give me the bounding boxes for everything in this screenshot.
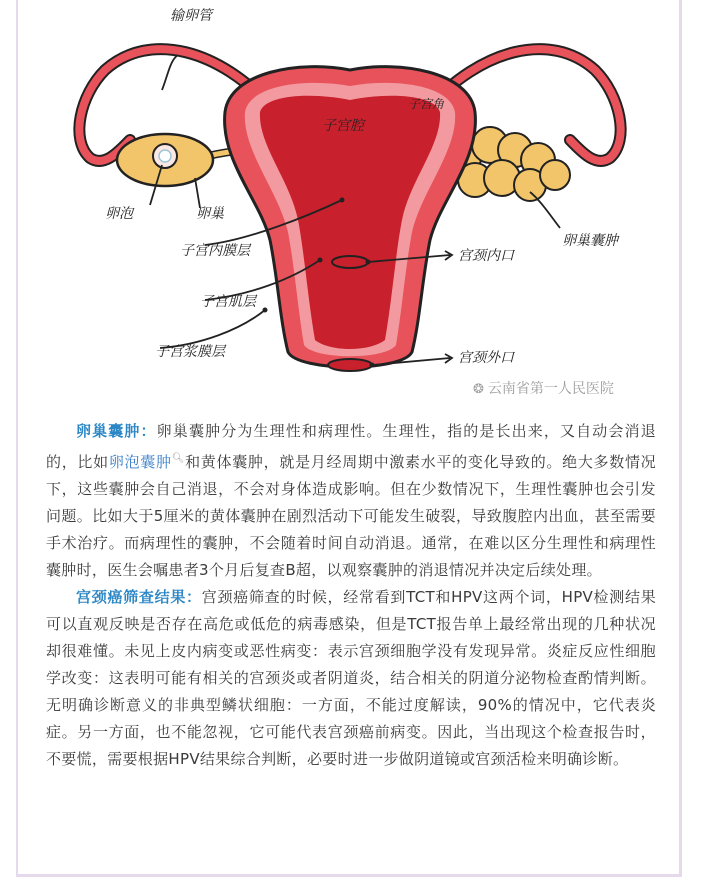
- uterus-diagram: [50, 0, 650, 410]
- paragraph-heading-cervical-screening: 宫颈癌筛查结果：: [76, 588, 202, 606]
- paragraph-text: 卵巢囊肿分为生理性和病理性。生理性，指的是长出来，又自动会消退的，比如: [46, 422, 656, 471]
- watermark: [473, 378, 614, 398]
- label-external-os: 宫颈外口: [458, 350, 514, 366]
- label-uterine-fundus: 子宫角: [408, 97, 445, 111]
- label-follicle: 卵泡: [105, 206, 133, 222]
- article-body: [46, 418, 656, 773]
- frame-left-border: [16, 0, 18, 876]
- external-os: [328, 359, 372, 371]
- label-serosa: 子宫浆膜层: [155, 344, 225, 360]
- watermark-text: 云南省第一人民医院: [487, 381, 614, 397]
- paragraph-text: 和黄体囊肿，就是月经周期中激素水平的变化导致的。绝大多数情况下，这些囊肿会自己消退，不会对身体造成影响。但在少数情况下，生理性囊肿也会引发问题。比如大于5厘米的黄体囊肿在剧烈活动下可能发生破裂，导致腹腔内出血，甚至需要手术治疗。而病理性的囊肿，不会随着时间自动消退。通常，在难以区分生理性和病理性囊肿时，医生会嘱患者3个月后复查B超，以观察囊肿的消退情况并决定后续处理。: [46, 453, 656, 579]
- label-ovary: 卵巢: [196, 206, 224, 222]
- label-fallopian-tube: 输卵管: [170, 8, 212, 24]
- label-internal-os: 宫颈内口: [458, 248, 514, 264]
- follicle-cyst-link[interactable]: 卵泡囊肿: [108, 453, 172, 471]
- paragraph-heading-ovarian-cyst: 卵巢囊肿：: [76, 422, 157, 440]
- paragraph-ovarian-cyst: [46, 418, 656, 584]
- wechat-icon: ❂: [473, 382, 484, 397]
- frame-bottom-border: [16, 874, 682, 877]
- label-uterine-cavity: 子宫腔: [322, 118, 364, 134]
- search-icon[interactable]: 🔍︎: [171, 453, 186, 464]
- label-ovarian-cyst: 卵巢囊肿: [562, 233, 618, 249]
- label-endometrium: 子宫内膜层: [180, 243, 250, 259]
- label-myometrium: 子宫肌层: [200, 294, 256, 310]
- paragraph-text: 宫颈癌筛查的时候，经常看到TCT和HPV这两个词，HPV检测结果可以直观反映是否存在高危或低危的病毒感染，但是TCT报告单上最经常出现的几种状况却很难懂。未见上皮内病变或恶性病变：表示宫颈细胞学没有发现异常。炎症反应性细胞学改变：这表明可能有相关的宫颈炎或者阴道炎，结合相关的阴道分泌物检查酌情判断。无明确诊断意义的非典型鳞状细胞：一方面，不能过度解读，90%的情况中，它代表炎症。另一方面，也不能忽视，它可能代表宫颈癌前病变。因此，当出现这个检查报告时，不要慌，需要根据HPV结果综合判断，必要时进一步做阴道镜或宫颈活检来明确诊断。: [46, 588, 656, 768]
- frame-right-border: [679, 0, 682, 876]
- paragraph-cervical-screening: [46, 584, 656, 773]
